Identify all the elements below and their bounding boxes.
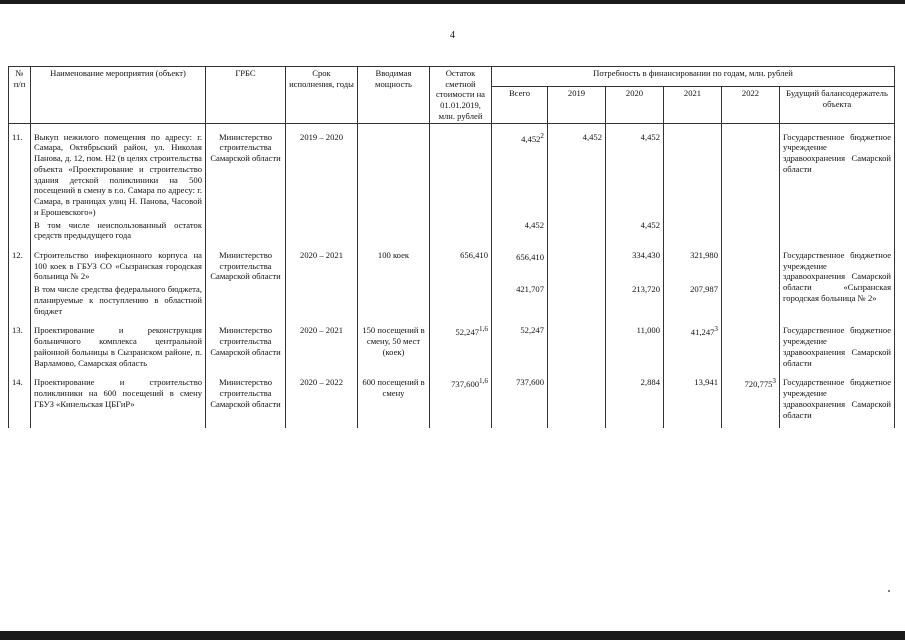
row-name: Проектирование и реконструкция больничного комплекса центральной районной больницы в Сызранском районе, п. Варламово, Самарская область <box>31 324 206 369</box>
table-subrow <box>9 219 895 242</box>
row-grbs: Министерство строительства Самарской области <box>206 131 286 219</box>
row-2020: 2,884 <box>606 376 664 421</box>
row-2022 <box>722 249 780 283</box>
header-financing: Потребность в финансировании по годам, млн. рублей <box>492 67 895 87</box>
row-num: 12. <box>9 249 31 283</box>
subrow-total: 4,452 <box>492 219 548 242</box>
subrow-2021: 207,987 <box>664 283 722 317</box>
header-2020: 2020 <box>606 87 664 123</box>
subrow-total: 421,707 <box>492 283 548 317</box>
row-holder: Государственное бюджетное учреждение здравоохранения Самарской области <box>780 376 895 421</box>
table-row <box>9 376 895 421</box>
row-remainder: 656,410 <box>430 249 492 283</box>
row-total: 4,452$^2$ <box>492 131 548 219</box>
row-2020: 11,000 <box>606 324 664 369</box>
row-2022 <box>722 131 780 219</box>
header-2019: 2019 <box>548 87 606 123</box>
row-grbs: Министерство строительства Самарской области <box>206 376 286 421</box>
row-2021: 13,941 <box>664 376 722 421</box>
row-2019 <box>548 324 606 369</box>
row-total: 656,410 <box>492 249 548 283</box>
row-2019 <box>548 376 606 421</box>
row-term: 2020 – 2022 <box>286 376 358 421</box>
header-2021: 2021 <box>664 87 722 123</box>
financing-table <box>8 66 895 428</box>
row-name: Выкуп нежилого помещения по адресу: г. Самара, Октябрьский район, ул. Николая Панова, д. 12, пом. Н2 (в целях строительства объекта «Проектирование и строительство здания детской поликлиники на 500 посещений в смену в г.о. Самара по адресу: г. Самара, в границах улиц Н. Панова, Часовой и Ерошевского») <box>31 131 206 219</box>
header-capacity: Вводимая мощность <box>358 67 430 124</box>
table-subrow <box>9 283 895 317</box>
row-term: 2020 – 2021 <box>286 249 358 283</box>
row-2022: 720,775$^3$ <box>722 376 780 421</box>
subrow-name: В том числе средства федерального бюджета, планируемые к поступлению в областной бюджет <box>31 283 206 317</box>
row-name: Строительство инфекционного корпуса на 100 коек в ГБУЗ СО «Сызранская городская больница № 2» <box>31 249 206 283</box>
row-holder: Государственное бюджетное учреждение здравоохранения Самарской области «Сызранская городская больница № 2» <box>780 249 895 317</box>
row-2019: 4,452 <box>548 131 606 219</box>
row-2021: 321,980 <box>664 249 722 283</box>
row-capacity: 100 коек <box>358 249 430 283</box>
row-capacity: 600 посещений в смену <box>358 376 430 421</box>
row-2019 <box>548 249 606 283</box>
row-2020: 4,452 <box>606 131 664 219</box>
row-num: 13. <box>9 324 31 369</box>
header-row <box>9 67 895 87</box>
row-2020: 334,430 <box>606 249 664 283</box>
header-2022: 2022 <box>722 87 780 123</box>
subrow-2021 <box>664 219 722 242</box>
header-remainder: Остаток сметной стоимости на 01.01.2019, млн. рублей <box>430 67 492 124</box>
scan-speck <box>888 590 890 592</box>
header-term: Срок исполнения, годы <box>286 67 358 124</box>
row-grbs: Министерство строительства Самарской области <box>206 324 286 369</box>
row-remainder: 52,247$^{1,6}$ <box>430 324 492 369</box>
header-total: Всего <box>492 87 548 123</box>
row-2021: 41,247$^3$ <box>664 324 722 369</box>
row-2022 <box>722 324 780 369</box>
row-num: 11. <box>9 131 31 219</box>
header-grbs: ГРБС <box>206 67 286 124</box>
row-name: Проектирование и строительство поликлиники на 600 посещений в смену ГБУЗ «Кинельская ЦБГиР» <box>31 376 206 421</box>
row-holder: Государственное бюджетное учреждение здравоохранения Самарской области <box>780 324 895 369</box>
row-2021 <box>664 131 722 219</box>
row-grbs: Министерство строительства Самарской области <box>206 249 286 283</box>
row-total: 52,247 <box>492 324 548 369</box>
table-row <box>9 131 895 219</box>
row-capacity <box>358 131 430 219</box>
subrow-name: В том числе неиспользованный остаток средств предыдущего года <box>31 219 206 242</box>
row-total: 737,600 <box>492 376 548 421</box>
scan-top-edge <box>0 0 905 4</box>
row-num: 14. <box>9 376 31 421</box>
row-remainder: 737,600$^{1,6}$ <box>430 376 492 421</box>
table-row <box>9 324 895 369</box>
scan-bottom-edge <box>0 631 905 640</box>
row-holder: Государственное бюджетное учреждение здравоохранения Самарской области <box>780 131 895 219</box>
row-term: 2020 – 2021 <box>286 324 358 369</box>
table-row <box>9 249 895 283</box>
row-capacity: 150 посещений в смену, 50 мест (коек) <box>358 324 430 369</box>
header-name: Наименование мероприятия (объект) <box>31 67 206 124</box>
row-remainder <box>430 131 492 219</box>
subrow-2020: 4,452 <box>606 219 664 242</box>
subrow-2020: 213,720 <box>606 283 664 317</box>
header-holder: Будущий балансодержатель объекта <box>780 87 895 123</box>
row-term: 2019 – 2020 <box>286 131 358 219</box>
header-num: № п/п <box>9 67 31 124</box>
page-number: 4 <box>450 30 455 41</box>
